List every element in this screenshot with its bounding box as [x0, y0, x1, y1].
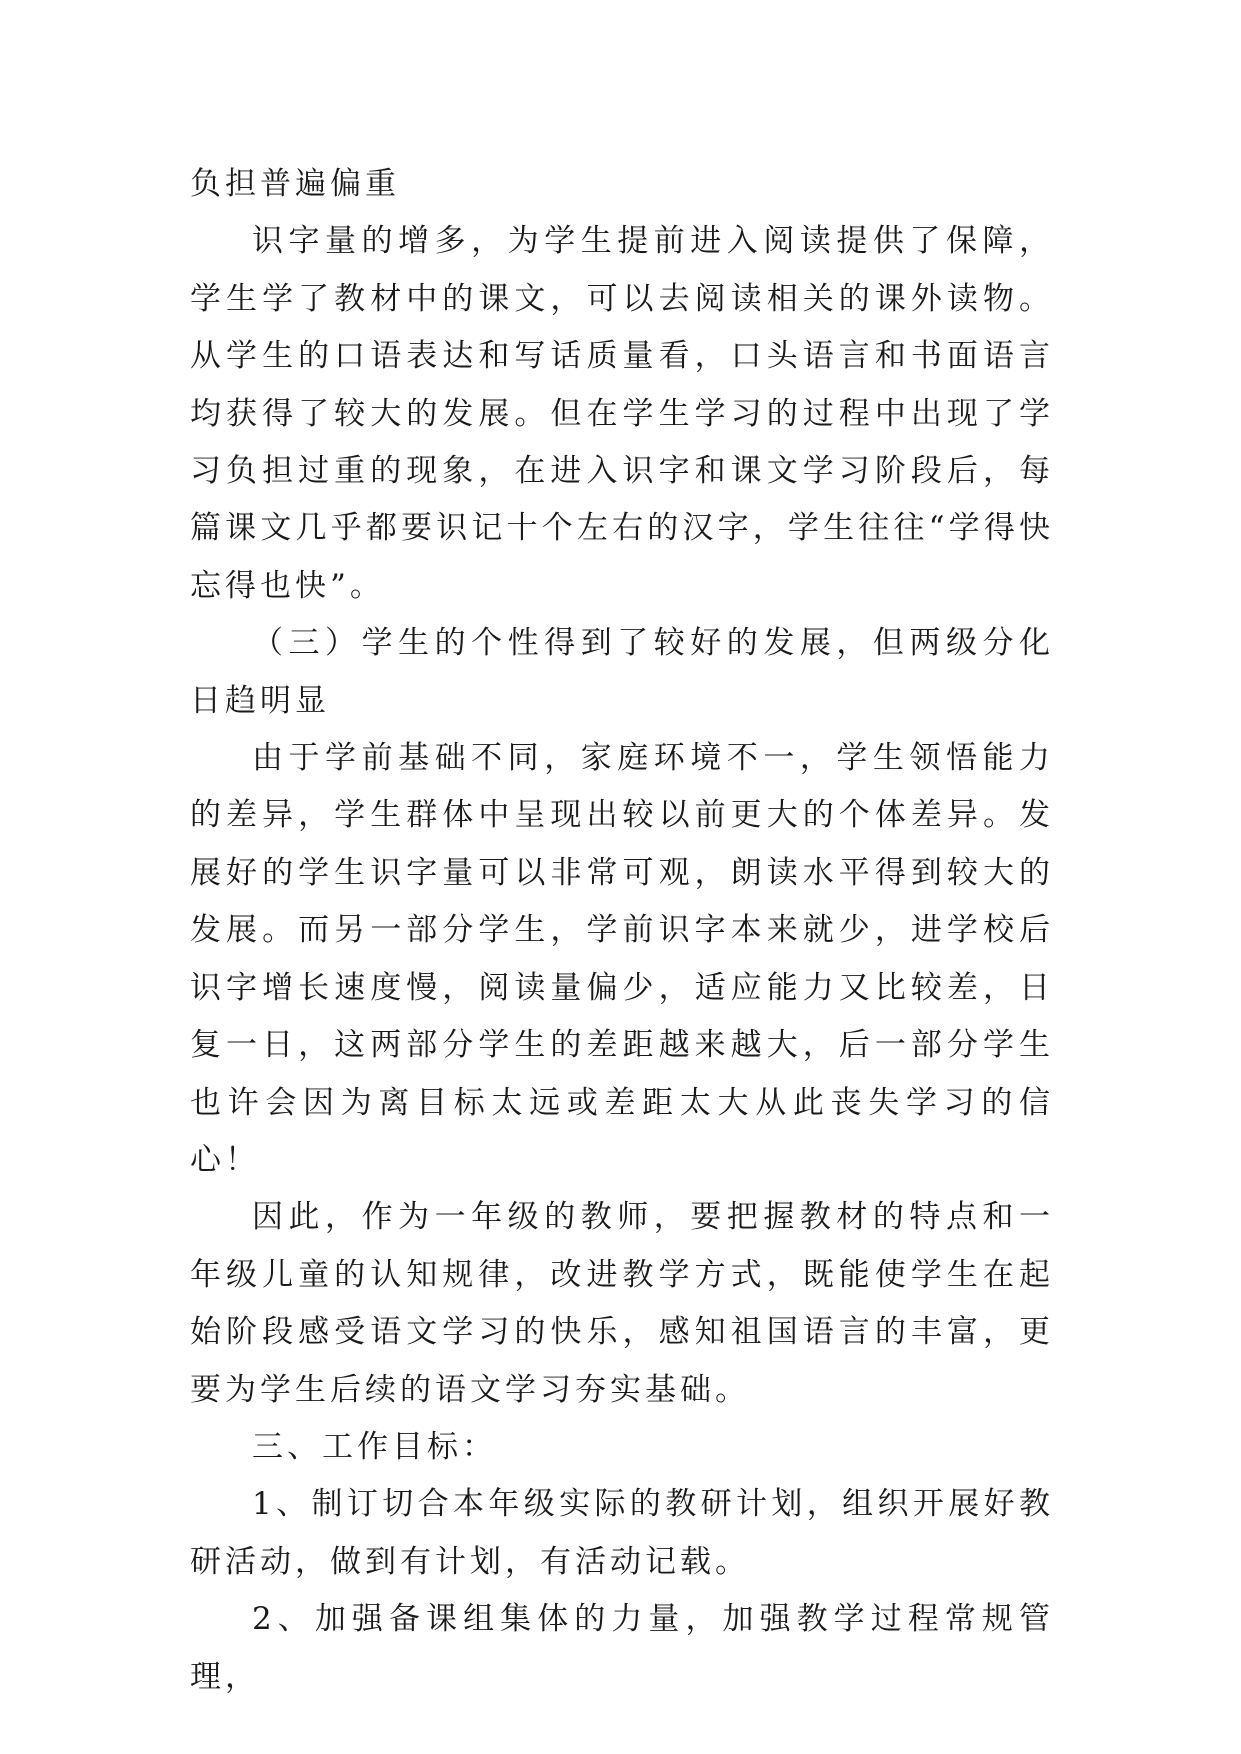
goal-item-2: 2、加强备课组集体的力量，加强教学过程常规管理，: [190, 1601, 1054, 1695]
paragraph-continuation: 负担普遍偏重: [190, 166, 400, 202]
paragraph-individual-differences: 由于学前基础不同，家庭环境不一，学生领悟能力的差异，学生群体中呈现出较以前更大的个体差异。发展好的学生识字量可以非常可观，朗读水平得到较大的发展。而另一部分学生，学前识字本来就少，进学校后识字增长速度慢，阅读量偏少，适应能力又比较差，日复一日，这两部分学生的差距越来越大，后一部分学生也许会因为离目标太远或差距太大从此丧失学习的信心！: [190, 740, 1054, 1178]
section-heading-three: （三）学生的个性得到了较好的发展，但两级分化日趋明显: [190, 625, 1054, 719]
goal-item-1: 1、制订切合本年级实际的教研计划，组织开展好教研活动，做到有计划，有活动记载。: [190, 1486, 1054, 1580]
document-body: [190, 156, 1054, 1706]
paragraph-literacy-reading: 识字量的增多，为学生提前进入阅读提供了保障，学生学了教材中的课文，可以去阅读相关的课外读物。从学生的口语表达和写话质量看，口头语言和书面语言均获得了较大的发展。但在学生学习的过程中出现了学习负担过重的现象，在进入识字和课文学习阶段后，每篇课文几乎都要识记十个左右的汉字，学生往往“学得快忘得也快”。: [190, 223, 1054, 604]
paragraph-conclusion: 因此，作为一年级的教师，要把握教材的特点和一年级儿童的认知规律，改进教学方式，既能使学生在起始阶段感受语文学习的快乐，感知祖国语言的丰富，更要为学生后续的语文学习夯实基础。: [190, 1199, 1054, 1408]
section-heading-work-goals: 三、工作目标：: [252, 1428, 497, 1465]
